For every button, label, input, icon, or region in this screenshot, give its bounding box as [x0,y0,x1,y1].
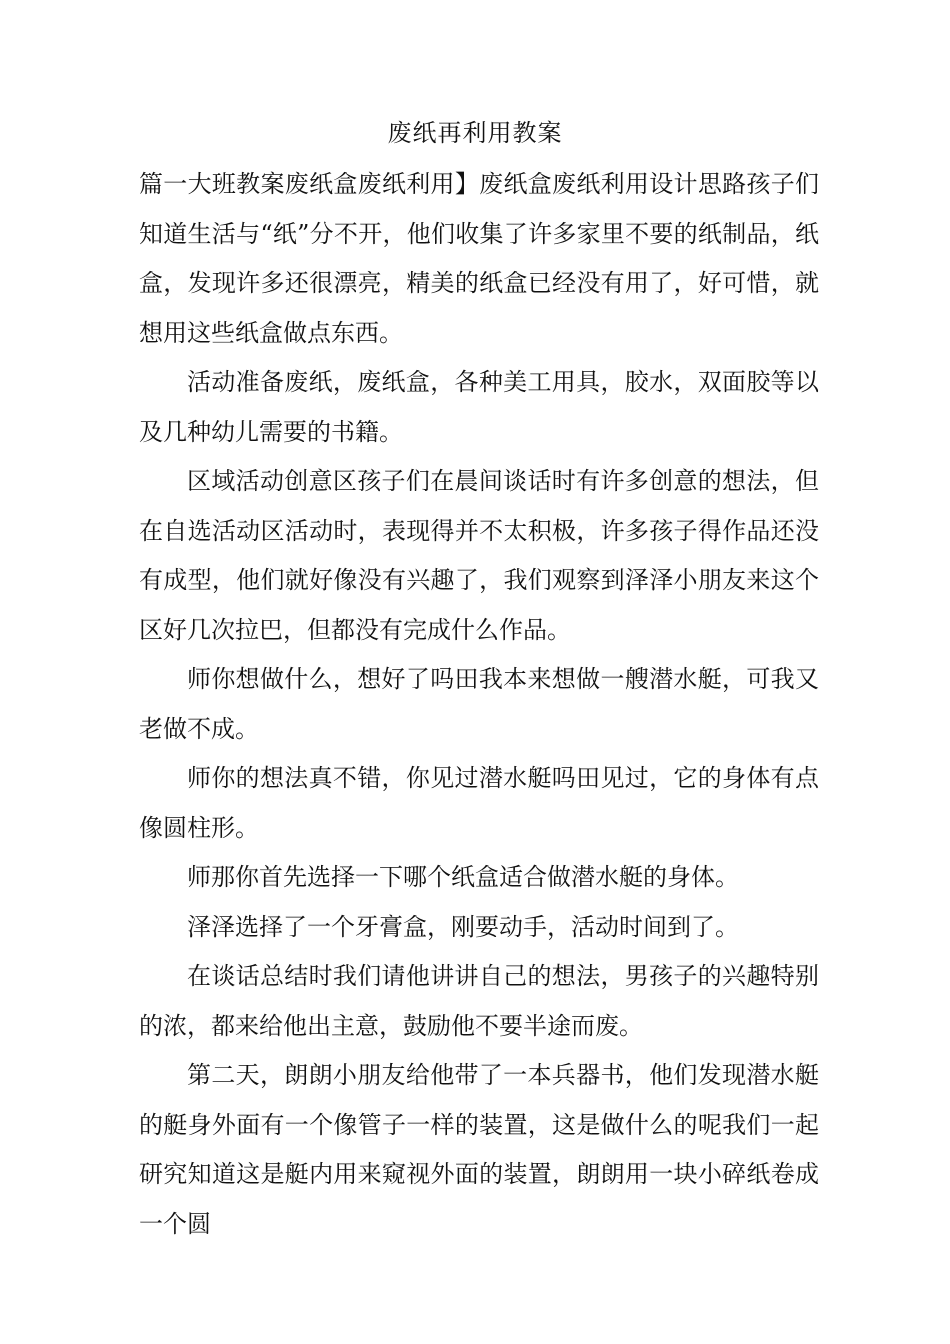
paragraph-6: 师那你首先选择一下哪个纸盒适合做潜水艇的身体。 [187,863,739,891]
document-title: 废纸再利用教案 [387,119,563,147]
paragraph-2: 活动准备废纸，废纸盒，各种美工用具，胶水，双面胶等以及几种幼儿需要的书籍。 [139,368,819,446]
paragraph-8: 在谈话总结时我们请他讲讲自己的想法，男孩子的兴趣特别的浓，都来给他出主意，鼓励他不要半途而废。 [139,962,819,1040]
paragraph-4: 师你想做什么，想好了吗田我本来想做一艘潜水艇，可我又老做不成。 [139,665,819,743]
paragraph-1: 篇一大班教案废纸盒废纸利用】废纸盒废纸利用设计思路孩子们知道生活与“纸”分不开，他们收集了许多家里不要的纸制品，纸盒，发现许多还很漂亮，精美的纸盒已经没有用了，好可惜，就想用这些纸盒做点东西。 [139,170,819,347]
paragraph-7: 泽泽选择了一个牙膏盒，刚要动手，活动时间到了。 [187,912,739,941]
document-body [139,160,819,1249]
paragraph-5: 师你的想法真不错，你见过潜水艇吗田见过，它的身体有点像圆柱形。 [139,764,819,842]
paragraph-9: 第二天，朗朗小朋友给他带了一本兵器书，他们发现潜水艇的艇身外面有一个像管子一样的装置，这是做什么的呢我们一起研究知道这是艇内用来窥视外面的装置，朗朗用一块小碎纸卷成一个圆 [139,1061,819,1238]
paragraph-3: 区域活动创意区孩子们在晨间谈话时有许多创意的想法，但在自选活动区活动时，表现得并不太积极，许多孩子得作品还没有成型，他们就好像没有兴趣了，我们观察到泽泽小朋友来这个区好几次拉巴，但都没有完成什么作品。 [139,467,819,644]
